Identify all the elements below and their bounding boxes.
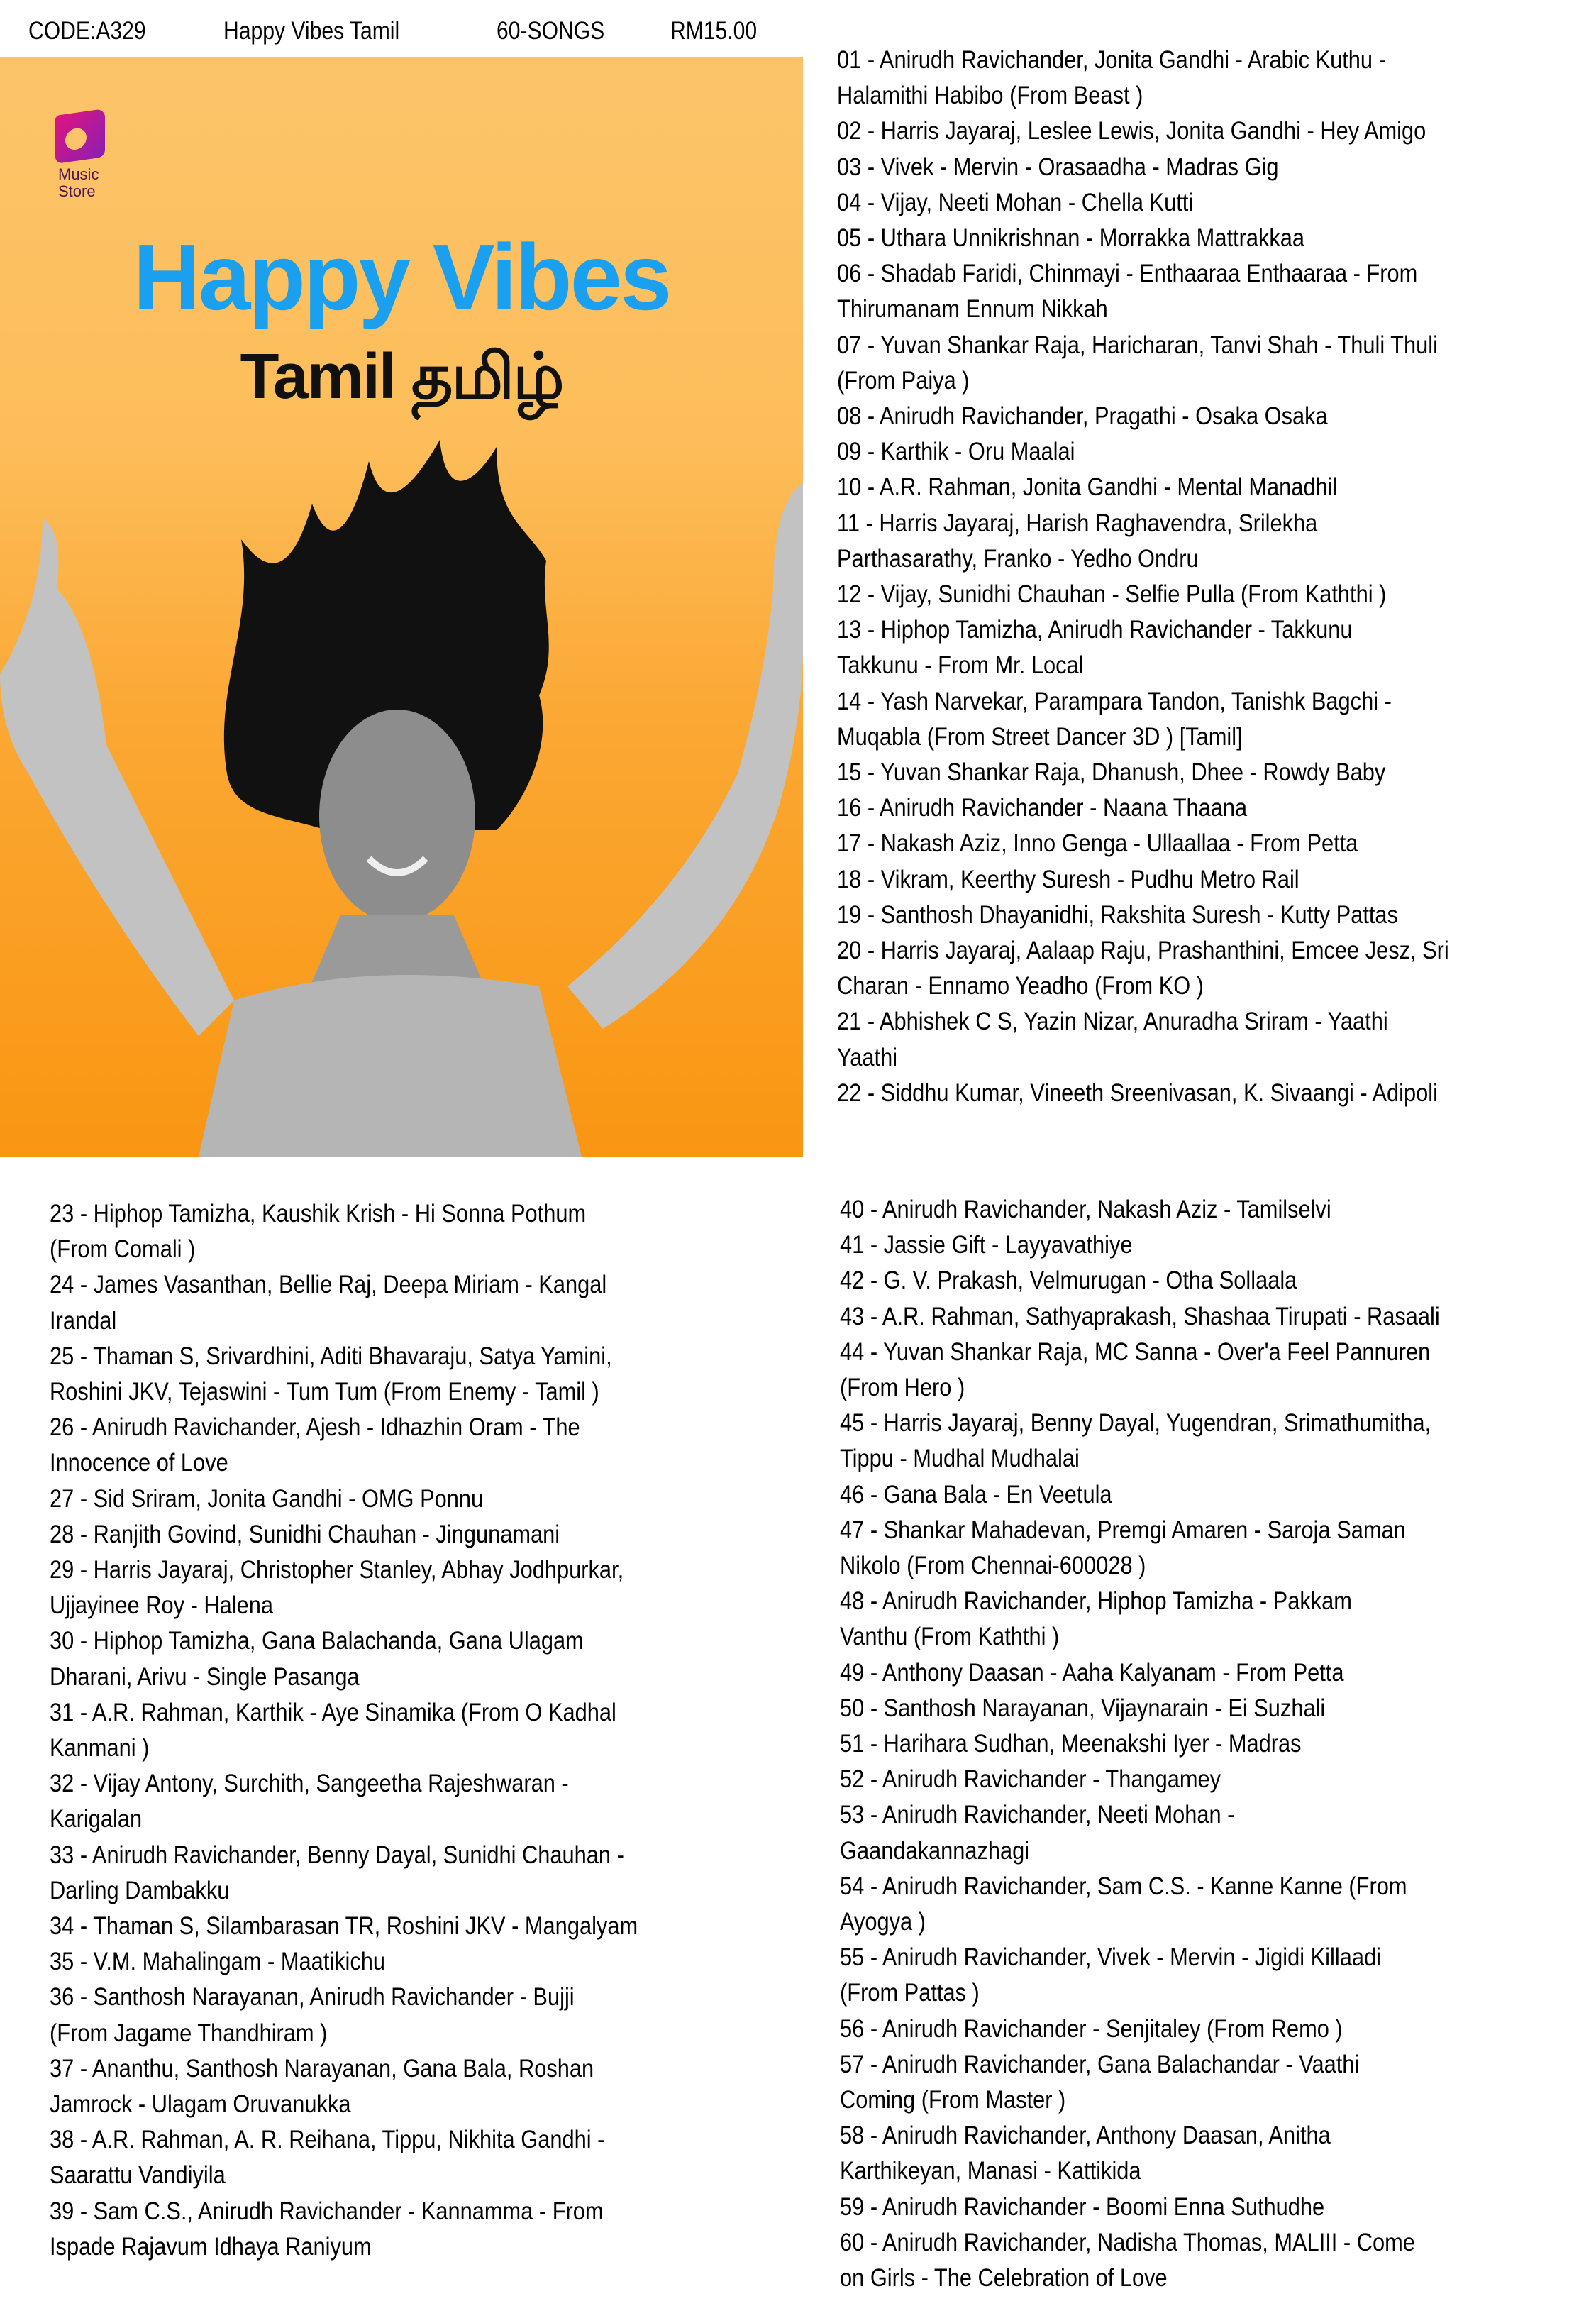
track-line: 20 - Harris Jayaraj, Aalaap Raju, Prashanthini, Emcee Jesz, Sri [837,937,1449,965]
track-line: 31 - A.R. Rahman, Karthik - Aye Sinamika (From O Kadhal [50,1698,616,1726]
track-line: 27 - Sid Sriram, Jonita Gandhi - OMG Ponnu [50,1484,484,1513]
track-line: 54 - Anirudh Ravichander, Sam C.S. - Kanne Kanne (From [840,1872,1407,1900]
track-line: 43 - A.R. Rahman, Sathyaprakash, Shashaa Tirupati - Rasaali [840,1302,1440,1330]
track-line: 21 - Abhishek C S, Yazin Nizar, Anuradha Sriram - Yaathi [837,1008,1388,1036]
track-line: 46 - Gana Bala - En Veetula [840,1480,1112,1508]
track-line: 38 - A.R. Rahman, A. R. Reihana, Tippu, Nikhita Gandhi - [50,2126,605,2154]
track-line: Innocence of Love [50,1449,228,1477]
dancing-woman-photo [0,376,803,1157]
track-line: 51 - Harihara Sudhan, Meenakshi Iyer - Madras [840,1730,1302,1758]
song-count: 60-SONGS [497,17,605,45]
track-line: 39 - Sam C.S., Anirudh Ravichander - Kannamma - From [50,2197,604,2225]
track-line: 34 - Thaman S, Silambarasan TR, Roshini JKV - Mangalyam [50,1912,638,1941]
track-line: 45 - Harris Jayaraj, Benny Dayal, Yugendran, Srimathumitha, [840,1409,1431,1438]
track-line: 55 - Anirudh Ravichander, Vivek - Mervin - Jigidi Killaadi [840,1943,1381,1972]
track-line: 12 - Vijay, Sunidhi Chauhan - Selfie Pulla (From Kaththi ) [837,580,1387,609]
track-line: 42 - G. V. Prakash, Velmurugan - Otha Sollaala [840,1267,1297,1295]
track-line: 16 - Anirudh Ravichander - Naana Thaana [837,794,1248,822]
track-line: (From Hero ) [840,1374,965,1402]
track-line: Darling Dambakku [50,1876,230,1904]
track-line: Karigalan [50,1805,143,1833]
track-line: Charan - Ennamo Yeadho (From KO ) [837,972,1204,1000]
track-line: Karthikeyan, Manasi - Kattikida [840,2157,1141,2185]
track-line: Kanmani ) [50,1734,150,1762]
track-line: 56 - Anirudh Ravichander - Senjitaley (From Remo ) [840,2014,1343,2043]
track-line: 26 - Anirudh Ravichander, Ajesh - Idhazhin Oram - The [50,1413,580,1442]
track-line: 49 - Anthony Daasan - Aaha Kalyanam - From Petta [840,1658,1344,1687]
track-line: 18 - Vikram, Keerthy Suresh - Pudhu Metro Rail [837,865,1299,893]
track-line: (From Pattas ) [840,1979,980,2007]
track-line: Muqabla (From Street Dancer 3D ) [Tamil] [837,722,1243,751]
track-line: Coming (From Master ) [840,2086,1066,2114]
track-line: 48 - Anirudh Ravichander, Hiphop Tamizha - Pakkam [840,1587,1352,1616]
track-line: 33 - Anirudh Ravichander, Benny Dayal, Sunidhi Chauhan - [50,1841,624,1869]
track-line: 47 - Shankar Mahadevan, Premgi Amaren - Saroja Saman [840,1516,1406,1544]
track-line: Parthasarathy, Franko - Yedho Ondru [837,544,1199,573]
music-store-logo [55,112,115,211]
cover-subtitle: Tamil தமிழ் [240,341,563,412]
track-line: 59 - Anirudh Ravichander - Boomi Enna Suthudhe [840,2192,1325,2221]
track-line: 37 - Ananthu, Santhosh Narayanan, Gana Bala, Roshan [50,2054,594,2082]
track-line: 01 - Anirudh Ravichander, Jonita Gandhi - Arabic Kuthu - [837,46,1386,74]
track-line: 28 - Ranjith Govind, Sunidhi Chauhan - Jingunamani [50,1520,560,1548]
track-line: 60 - Anirudh Ravichander, Nadisha Thomas, MALIII - Come [840,2228,1415,2256]
cover-title: Happy Vibes [133,225,670,329]
track-line: 17 - Nakash Aziz, Inno Genga - Ullaallaa - From Petta [837,829,1358,858]
track-line: 30 - Hiphop Tamizha, Gana Balachanda, Gana Ulagam [50,1627,584,1655]
track-line: 57 - Anirudh Ravichander, Gana Balachandar - Vaathi [840,2050,1360,2078]
track-line: Tippu - Mudhal Mudhalai [840,1445,1080,1473]
track-line: 22 - Siddhu Kumar, Vineeth Sreenivasan, K. Sivaangi - Adipoli [837,1078,1438,1107]
track-line: Saarattu Vandiyila [50,2161,226,2190]
tracklist-column-2 [50,1196,718,2265]
track-line: 13 - Hiphop Tamizha, Anirudh Ravichander - Takkunu [837,616,1353,644]
track-line: 41 - Jassie Gift - Layyavathiye [840,1231,1133,1259]
track-line: 03 - Vivek - Mervin - Orasaadha - Madras Gig [837,153,1279,181]
track-line: 08 - Anirudh Ravichander, Pragathi - Osaka Osaka [837,402,1328,431]
track-line: 32 - Vijay Antony, Surchith, Sangeetha Rajeshwaran - [50,1770,569,1798]
track-line: 11 - Harris Jayaraj, Harish Raghavendra, Srilekha [837,509,1318,537]
track-line: 04 - Vijay, Neeti Mohan - Chella Kutti [837,188,1194,216]
track-line: 07 - Yuvan Shankar Raja, Haricharan, Tanvi Shah - Thuli Thuli [837,331,1438,359]
tracklist-column-3 [840,1192,1522,2296]
track-line: 10 - A.R. Rahman, Jonita Gandhi - Mental Manadhil [837,473,1338,502]
track-line: Ujjayinee Roy - Halena [50,1591,273,1620]
track-line: 24 - James Vasanthan, Bellie Raj, Deepa Miriam - Kangal [50,1271,607,1299]
music-note-icon [55,109,105,164]
track-line: (From Jagame Thandhiram ) [50,2019,328,2047]
track-line: 58 - Anirudh Ravichander, Anthony Daasan, Anitha [840,2122,1331,2150]
track-line: Ayogya ) [840,1908,926,1936]
album-title: Happy Vibes Tamil [223,17,400,45]
track-line: (From Comali ) [50,1235,196,1264]
track-line: 52 - Anirudh Ravichander - Thangamey [840,1765,1221,1794]
track-line: 25 - Thaman S, Srivardhini, Aditi Bhavaraju, Satya Yamini, [50,1342,612,1370]
track-line: Yaathi [837,1043,898,1071]
track-line: Irandal [50,1306,117,1335]
tracklist-column-1 [837,43,1532,1111]
track-line: 29 - Harris Jayaraj, Christopher Stanley, Abhay Jodhpurkar, [50,1556,624,1584]
track-line: 05 - Uthara Unnikrishnan - Morrakka Mattrakkaa [837,224,1305,253]
track-line: Halamithi Habibo (From Beast ) [837,82,1143,110]
track-line: 35 - V.M. Mahalingam - Maatikichu [50,1948,386,1976]
track-line: Vanthu (From Kaththi ) [840,1623,1060,1651]
track-line: 09 - Karthik - Oru Maalai [837,438,1075,466]
track-line: Thirumanam Ennum Nikkah [837,295,1108,324]
track-line: Gaandakannazhagi [840,1836,1030,1865]
track-line: 40 - Anirudh Ravichander, Nakash Aziz - Tamilselvi [840,1196,1331,1223]
track-line: 19 - Santhosh Dhayanidhi, Rakshita Suresh - Kutty Pattas [837,900,1398,929]
track-line: 14 - Yash Narvekar, Parampara Tandon, Tanishk Bagchi - [837,687,1392,715]
track-line: 23 - Hiphop Tamizha, Kaushik Krish - Hi Sonna Pothum [50,1200,587,1228]
track-line: 15 - Yuvan Shankar Raja, Dhanush, Dhee - Rowdy Baby [837,758,1386,787]
logo-text: Music Store [58,165,99,200]
track-line: Ispade Rajavum Idhaya Raniyum [50,2232,372,2261]
product-code: CODE:A329 [28,17,146,45]
track-line: 50 - Santhosh Narayanan, Vijaynarain - Ei Suzhali [840,1694,1326,1722]
track-line: on Girls - The Celebration of Love [840,2264,1168,2293]
track-line: Jamrock - Ulagam Oruvanukka [50,2090,351,2119]
track-line: 02 - Harris Jayaraj, Leslee Lewis, Jonita Gandhi - Hey Amigo [837,117,1426,145]
track-line: 06 - Shadab Faridi, Chinmayi - Enthaaraa Enthaaraa - From [837,260,1418,288]
track-line: 36 - Santhosh Narayanan, Anirudh Ravichander - Bujji [50,1983,575,2012]
track-line: 53 - Anirudh Ravichander, Neeti Mohan - [840,1801,1235,1829]
track-line: (From Paiya ) [837,366,970,395]
price: RM15.00 [670,17,758,45]
track-line: Roshini JKV, Tejaswini - Tum Tum (From Enemy - Tamil ) [50,1378,599,1406]
album-cover [0,57,803,1157]
track-line: 44 - Yuvan Shankar Raja, MC Sanna - Over'a Feel Pannuren [840,1337,1431,1366]
track-line: Dharani, Arivu - Single Pasanga [50,1662,360,1691]
track-line: Nikolo (From Chennai-600028 ) [840,1552,1146,1580]
track-line: Takkunu - From Mr. Local [837,651,1084,680]
